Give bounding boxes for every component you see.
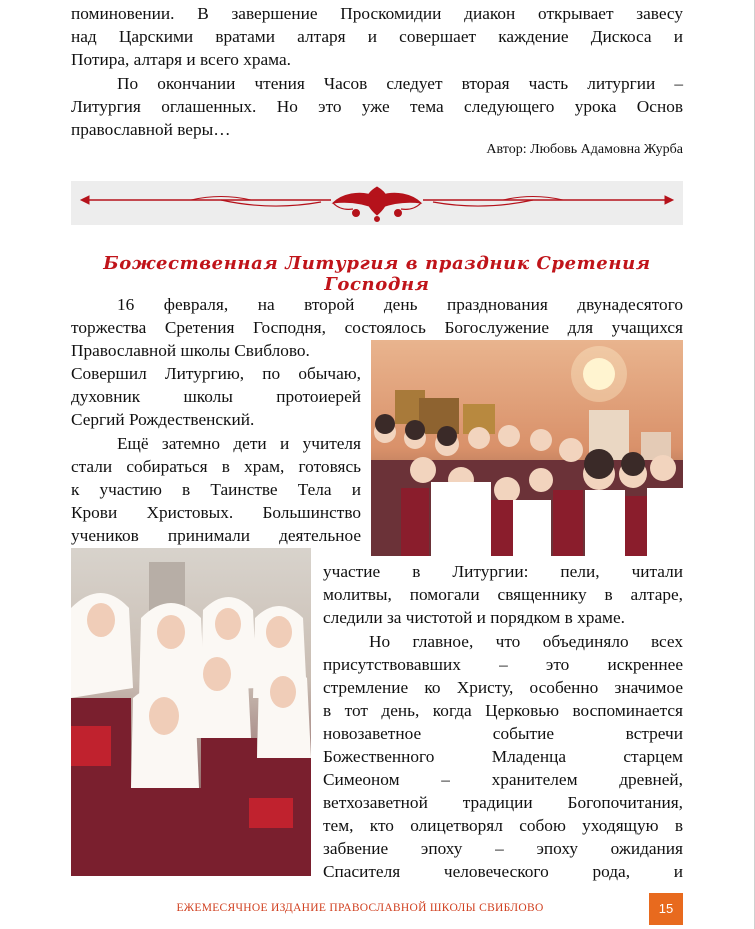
prev-text-line-4: По окончании чтения Часов следует вторая часть литургии –: [117, 74, 683, 93]
article-line-2: торжества Сретения Господня, состоялось Богослужение для учащихся: [71, 318, 683, 337]
right-col-line: Симеоном – хранителем древней,: [323, 770, 683, 789]
right-col-line: следили за чистотой и порядком в храме.: [323, 608, 625, 627]
author-credit: Автор: Любовь Адамовна Журба: [486, 142, 683, 157]
ornament-icon: [71, 181, 683, 225]
right-col-line: в тот день, когда Церковью воспоминается: [323, 701, 683, 720]
right-col-line: присутствовавших – это искреннее: [323, 655, 683, 674]
right-col-line: молитвы, помогали священнику в алтаре,: [323, 585, 683, 604]
left-col-line: Совершил Литургию, по обычаю,: [71, 364, 361, 383]
right-col-line: забвение эпоху – эпоху ожидания: [323, 839, 683, 858]
photo-church-students: [371, 340, 683, 556]
left-col-line: Сергий Рождественский.: [71, 410, 255, 429]
footer-publication: ЕЖЕМЕСЯЧНОЕ ИЗДАНИЕ ПРАВОСЛАВНОЙ ШКОЛЫ СВИБЛОВО: [176, 902, 544, 914]
article-line-1: 16 февраля, на второй день празднования двунадесятого: [117, 295, 683, 314]
left-col-line: Православной школы Свиблово.: [71, 341, 310, 360]
left-col-line: стали собираться в храм, готовясь: [71, 457, 361, 476]
left-col-line: духовник школы протоиерей: [71, 387, 361, 406]
left-col-line: Ещё затемно дети и учителя: [117, 434, 361, 453]
right-col-line: Божественного Младенца старцем: [323, 747, 683, 766]
prev-text-line-2: над Царскими вратами алтаря и совершает каждение Дискоса и: [71, 27, 683, 46]
right-col-line: Но главное, что объединяло всех: [369, 632, 683, 651]
right-col-line: участие в Литургии: пели, читали: [323, 562, 683, 581]
photo-girls-singing: [71, 548, 311, 876]
right-col-line: ветхозаветной традиции Богопочитания,: [323, 793, 683, 812]
right-col-line: стремление ко Христу, особенно значимое: [323, 678, 683, 697]
right-col-line: тем, кто олицетворял собою уходящую в: [323, 816, 683, 835]
prev-text-line-1: поминовении. В завершение Проскомидии диакон открывает завесу: [71, 4, 683, 23]
right-col-line: новозаветное событие встречи: [323, 724, 683, 743]
left-col-line: учеников принимали деятельное: [71, 526, 361, 545]
left-col-line: к участию в Таинстве Тела и: [71, 480, 361, 499]
prev-text-line-5: Литургия оглашенных. Но это уже тема следующего урока Основ: [71, 97, 683, 116]
page-number-badge: 15: [649, 893, 683, 925]
left-col-line: Крови Христовых. Большинство: [71, 503, 361, 522]
ornamental-divider: [71, 181, 683, 225]
prev-text-line-6: православной веры…: [71, 120, 231, 139]
prev-text-line-3: Потира, алтаря и всего храма.: [71, 50, 291, 69]
article-title: Божественная Литургия в праздник Сретения Господня: [103, 253, 651, 295]
right-col-line: Спасителя человеческого рода, и: [323, 862, 683, 881]
